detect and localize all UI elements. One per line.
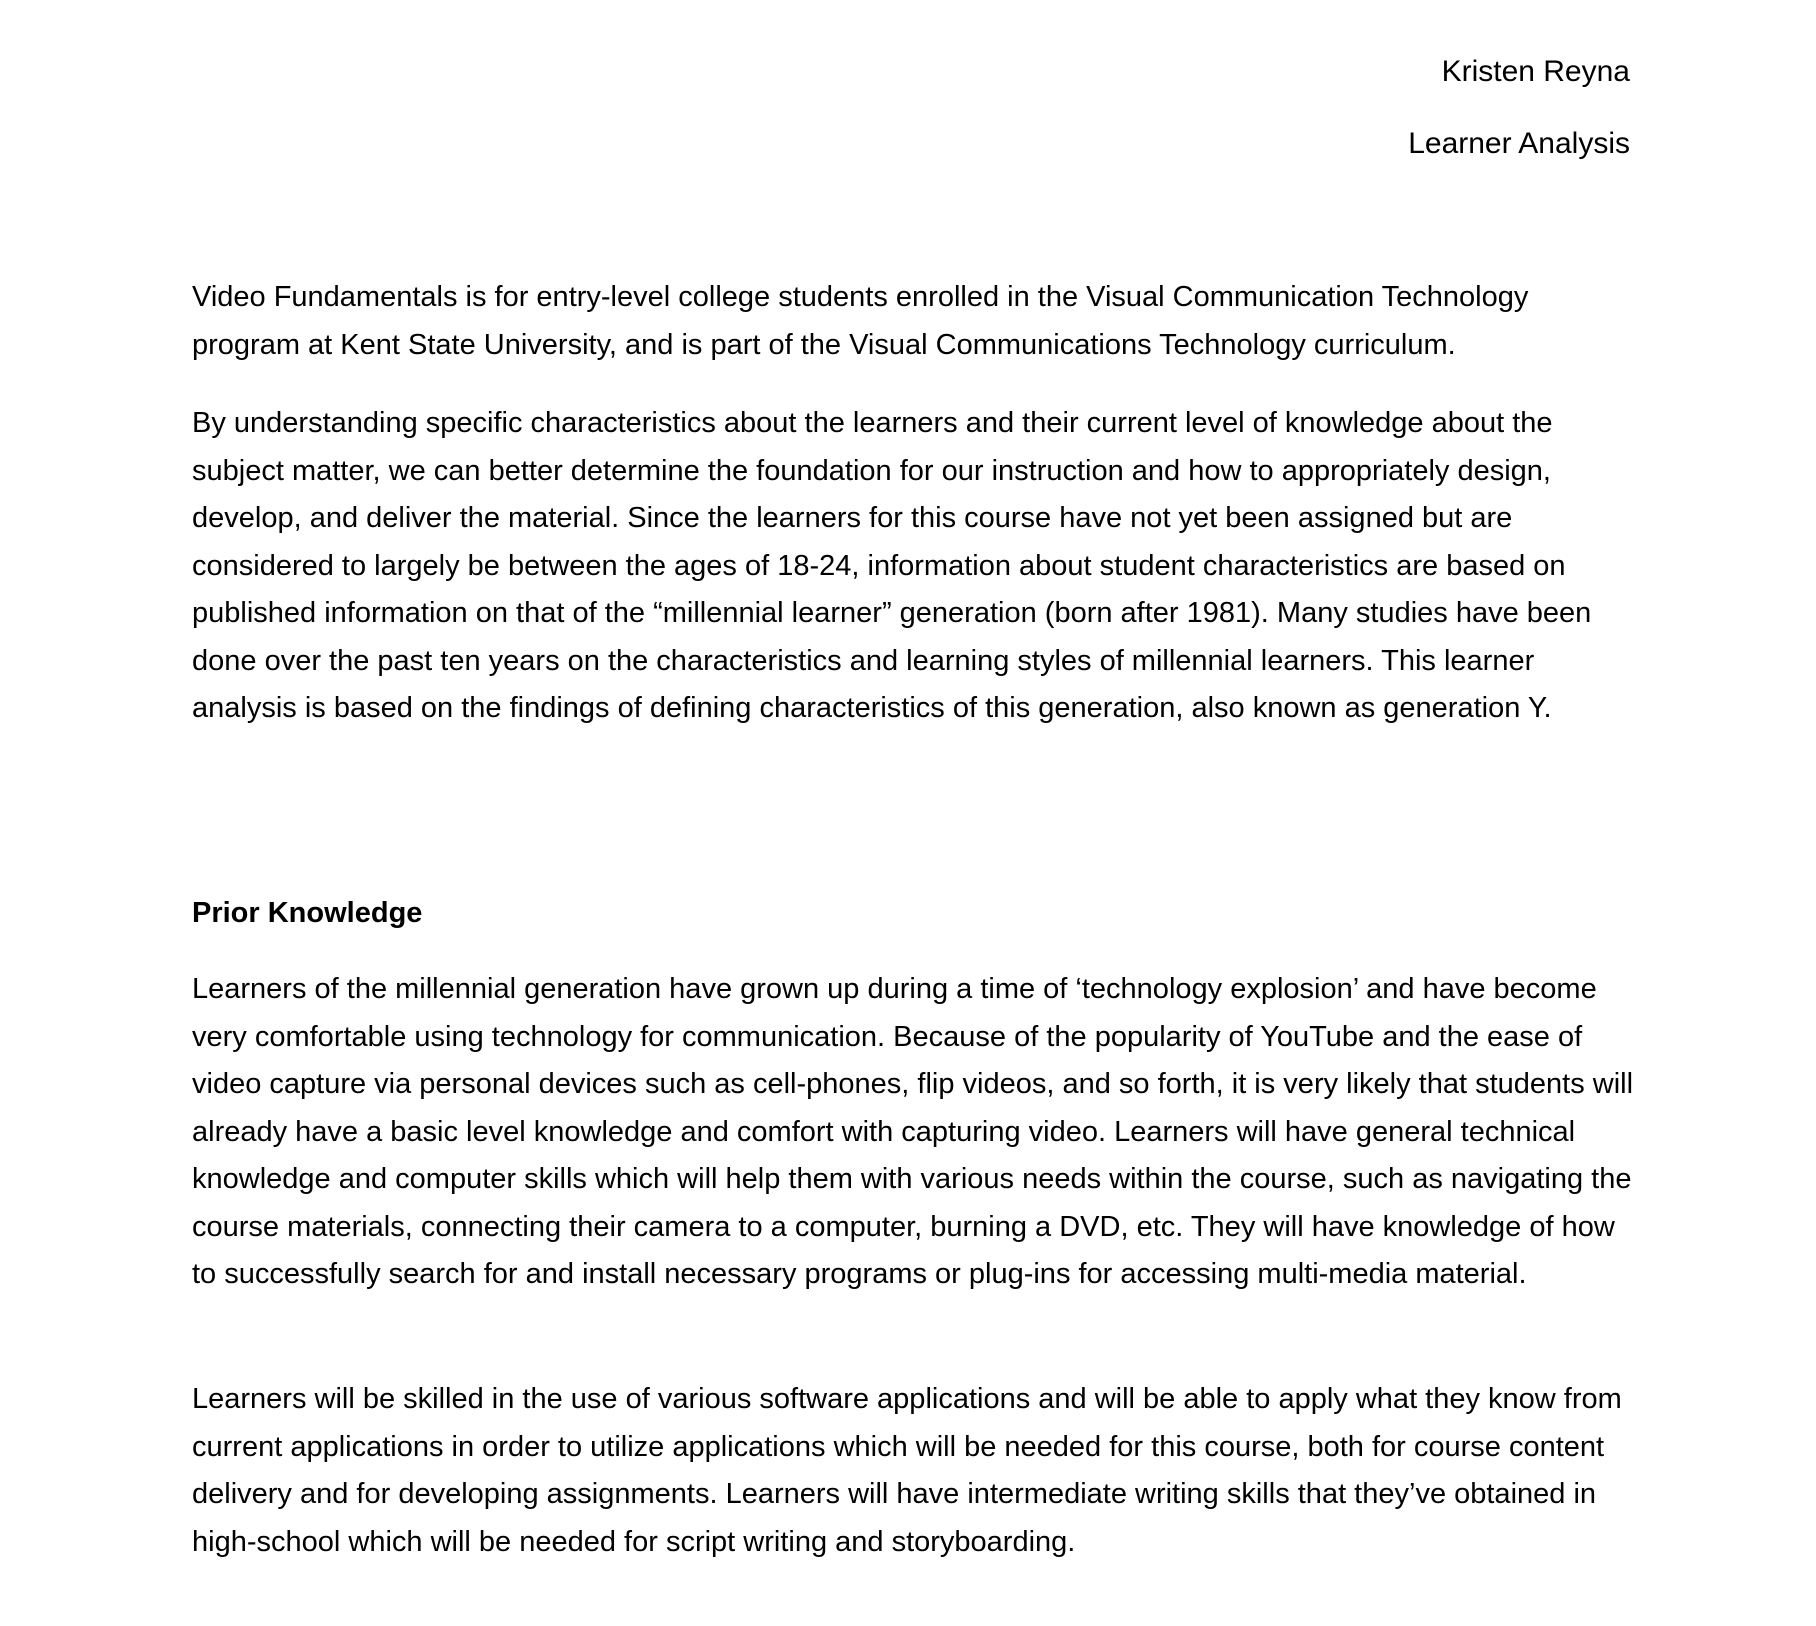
section-heading-prior-knowledge: Prior Knowledge [192,897,423,929]
intro-paragraph: Video Fundamentals is for entry-level college students enrolled in the Visual Communication Technology program at Kent State University, and is part of the Visual Communications Technology curriculum. [192,281,1529,361]
document-title: Learner Analysis [1408,127,1630,160]
software-skills-paragraph: Learners will be skilled in the use of various software applications and will be able to apply what they know from current applications in order to utilize applications which will be needed for this course, both for course content delivery and for developing assignments. Learners will have intermediate writing skills that they’ve obtained in high-school which will be needed for script writing and storyboarding. [192,1383,1622,1558]
author-name: Kristen Reyna [1441,55,1630,88]
prior-knowledge-paragraph: Learners of the millennial generation have grown up during a time of ‘technology explosion’ and have become very comfortable using technology for communication. Because of the popularity of YouTube and the ease of video capture via personal devices such as cell-phones, flip videos, and so forth, it is very likely that students will already have a basic level knowledge and comfort with capturing video. Learners will have general technical knowledge and computer skills which will help them with various needs within the course, such as navigating the course materials, connecting their camera to a computer, burning a DVD, etc. They will have knowledge of how to successfully search for and install necessary programs or plug-ins for accessing multi-media material. [192,973,1634,1290]
learner-characteristics-paragraph: By understanding specific characteristics about the learners and their current level of knowledge about the subject matter, we can better determine the foundation for our instruction and how to appropriately design, develop, and deliver the material. Since the learners for this course have not yet been assigned but are considered to largely be between the ages of 18-24, information about student characteristics are based on published information on that of the “millennial learner” generation (born after 1981). Many studies have been done over the past ten years on the characteristics and learning styles of millennial learners. This learner analysis is based on the findings of defining characteristics of this generation, also known as generation Y. [192,407,1592,724]
